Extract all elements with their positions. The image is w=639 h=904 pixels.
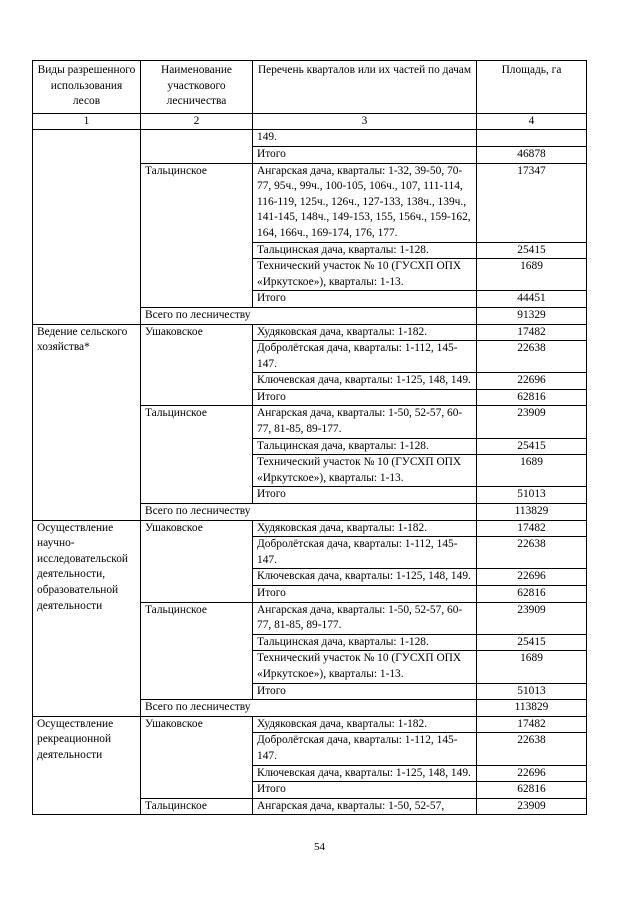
column-number: 4 [477, 113, 587, 130]
area-cell: 1689 [477, 651, 587, 683]
use-type-cell [33, 130, 141, 324]
area-cell: 17482 [477, 324, 587, 341]
quarters-cell: Добролётская дача, кварталы: 1-112, 145-147. [253, 341, 477, 373]
quarters-cell: Итого [253, 146, 477, 163]
quarters-cell: Добролётская дача, кварталы: 1-112, 145-147. [253, 537, 477, 569]
district-name-cell [141, 130, 253, 163]
area-cell: 25415 [477, 634, 587, 651]
header-area: Площадь, га [477, 61, 587, 114]
column-number: 1 [33, 113, 141, 130]
quarters-cell: Ангарская дача, кварталы: 1-50, 52-57, 60-77, 81-85, 89-177. [253, 602, 477, 634]
quarters-cell: Тальцинская дача, кварталы: 1-128. [253, 438, 477, 455]
area-cell: 22696 [477, 569, 587, 586]
quarters-cell: Ключевская дача, кварталы: 1-125, 148, 149. [253, 569, 477, 586]
quarters-cell: Итого [253, 291, 477, 308]
district-name-cell: Ушаковское [141, 324, 253, 406]
quarters-cell: Итого [253, 683, 477, 700]
area-cell: 17347 [477, 163, 587, 242]
header-quarters-list: Перечень кварталов или их частей по дачам [253, 61, 477, 114]
area-cell: 62816 [477, 782, 587, 799]
area-cell: 25415 [477, 242, 587, 259]
quarters-cell: Ангарская дача, кварталы: 1-50, 52-57, 60-77, 81-85, 89-177. [253, 406, 477, 438]
column-number-row [33, 113, 587, 130]
district-name-cell: Тальцинское [141, 798, 253, 815]
district-name-cell: Ушаковское [141, 716, 253, 798]
area-cell: 46878 [477, 146, 587, 163]
table-row [33, 130, 587, 147]
header-row [33, 61, 587, 114]
quarters-cell: Тальцинская дача, кварталы: 1-128. [253, 242, 477, 259]
quarters-cell: Добролётская дача, кварталы: 1-112, 145-147. [253, 733, 477, 765]
quarters-cell: Ключевская дача, кварталы: 1-125, 148, 149. [253, 765, 477, 782]
forest-use-table [32, 60, 587, 815]
page-number: 54 [314, 841, 325, 853]
area-cell: 22696 [477, 373, 587, 390]
total-value-cell: 91329 [477, 307, 587, 324]
area-cell: 23909 [477, 602, 587, 634]
table-row [33, 716, 587, 733]
quarters-cell: 149. [253, 130, 477, 147]
table-row [33, 324, 587, 341]
area-cell: 62816 [477, 586, 587, 603]
quarters-cell: Технический участок № 10 (ГУСХП ОПХ «Иркутское»), кварталы: 1-13. [253, 259, 477, 291]
area-cell: 62816 [477, 389, 587, 406]
column-number: 3 [253, 113, 477, 130]
area-cell: 51013 [477, 487, 587, 504]
district-name-cell: Тальцинское [141, 163, 253, 307]
total-label-cell: Всего по лесничеству [141, 307, 477, 324]
area-cell: 23909 [477, 406, 587, 438]
quarters-cell: Итого [253, 586, 477, 603]
area-cell: 22638 [477, 733, 587, 765]
quarters-cell: Худяковская дача, кварталы: 1-182. [253, 520, 477, 537]
area-cell: 44451 [477, 291, 587, 308]
quarters-cell: Итого [253, 389, 477, 406]
area-cell: 25415 [477, 438, 587, 455]
area-cell: 1689 [477, 455, 587, 487]
area-cell [477, 130, 587, 147]
quarters-cell: Тальцинская дача, кварталы: 1-128. [253, 634, 477, 651]
district-name-cell: Тальцинское [141, 406, 253, 504]
use-type-cell: Осуществление научно-исследовательской деятельности, образовательной деятельности [33, 520, 141, 716]
use-type-cell: Осуществление рекреационной деятельности [33, 716, 141, 815]
quarters-cell: Худяковская дача, кварталы: 1-182. [253, 324, 477, 341]
total-label-cell: Всего по лесничеству [141, 700, 477, 717]
area-cell: 1689 [477, 259, 587, 291]
table-row [33, 520, 587, 537]
quarters-cell: Ангарская дача, кварталы: 1-50, 52-57, [253, 798, 477, 815]
area-cell: 17482 [477, 716, 587, 733]
quarters-cell: Итого [253, 782, 477, 799]
column-number: 2 [141, 113, 253, 130]
area-cell: 22638 [477, 537, 587, 569]
area-cell: 23909 [477, 798, 587, 815]
total-value-cell: 113829 [477, 504, 587, 521]
header-district-name: Наименование участкового лесничества [141, 61, 253, 114]
total-value-cell: 113829 [477, 700, 587, 717]
quarters-cell: Итого [253, 487, 477, 504]
area-cell: 17482 [477, 520, 587, 537]
quarters-cell: Ангарская дача, кварталы: 1-32, 39-50, 70-77, 95ч., 99ч., 100-105, 106ч., 107, 111-114, 116-119, 125ч., 126ч., 127-133, 138ч., 139ч., 141-145, 148ч., 149-153, 155, 156ч., 159-162, 164, 166ч., 169-174, 176, 177. [253, 163, 477, 242]
quarters-cell: Технический участок № 10 (ГУСХП ОПХ «Иркутское»), кварталы: 1-13. [253, 651, 477, 683]
district-name-cell: Ушаковское [141, 520, 253, 602]
district-name-cell: Тальцинское [141, 602, 253, 700]
quarters-cell: Худяковская дача, кварталы: 1-182. [253, 716, 477, 733]
total-label-cell: Всего по лесничеству [141, 504, 477, 521]
area-cell: 51013 [477, 683, 587, 700]
area-cell: 22638 [477, 341, 587, 373]
quarters-cell: Технический участок № 10 (ГУСХП ОПХ «Иркутское»), кварталы: 1-13. [253, 455, 477, 487]
header-use-type: Виды разрешенного использования лесов [33, 61, 141, 114]
quarters-cell: Ключевская дача, кварталы: 1-125, 148, 149. [253, 373, 477, 390]
area-cell: 22696 [477, 765, 587, 782]
use-type-cell: Ведение сельского хозяйства* [33, 324, 141, 520]
